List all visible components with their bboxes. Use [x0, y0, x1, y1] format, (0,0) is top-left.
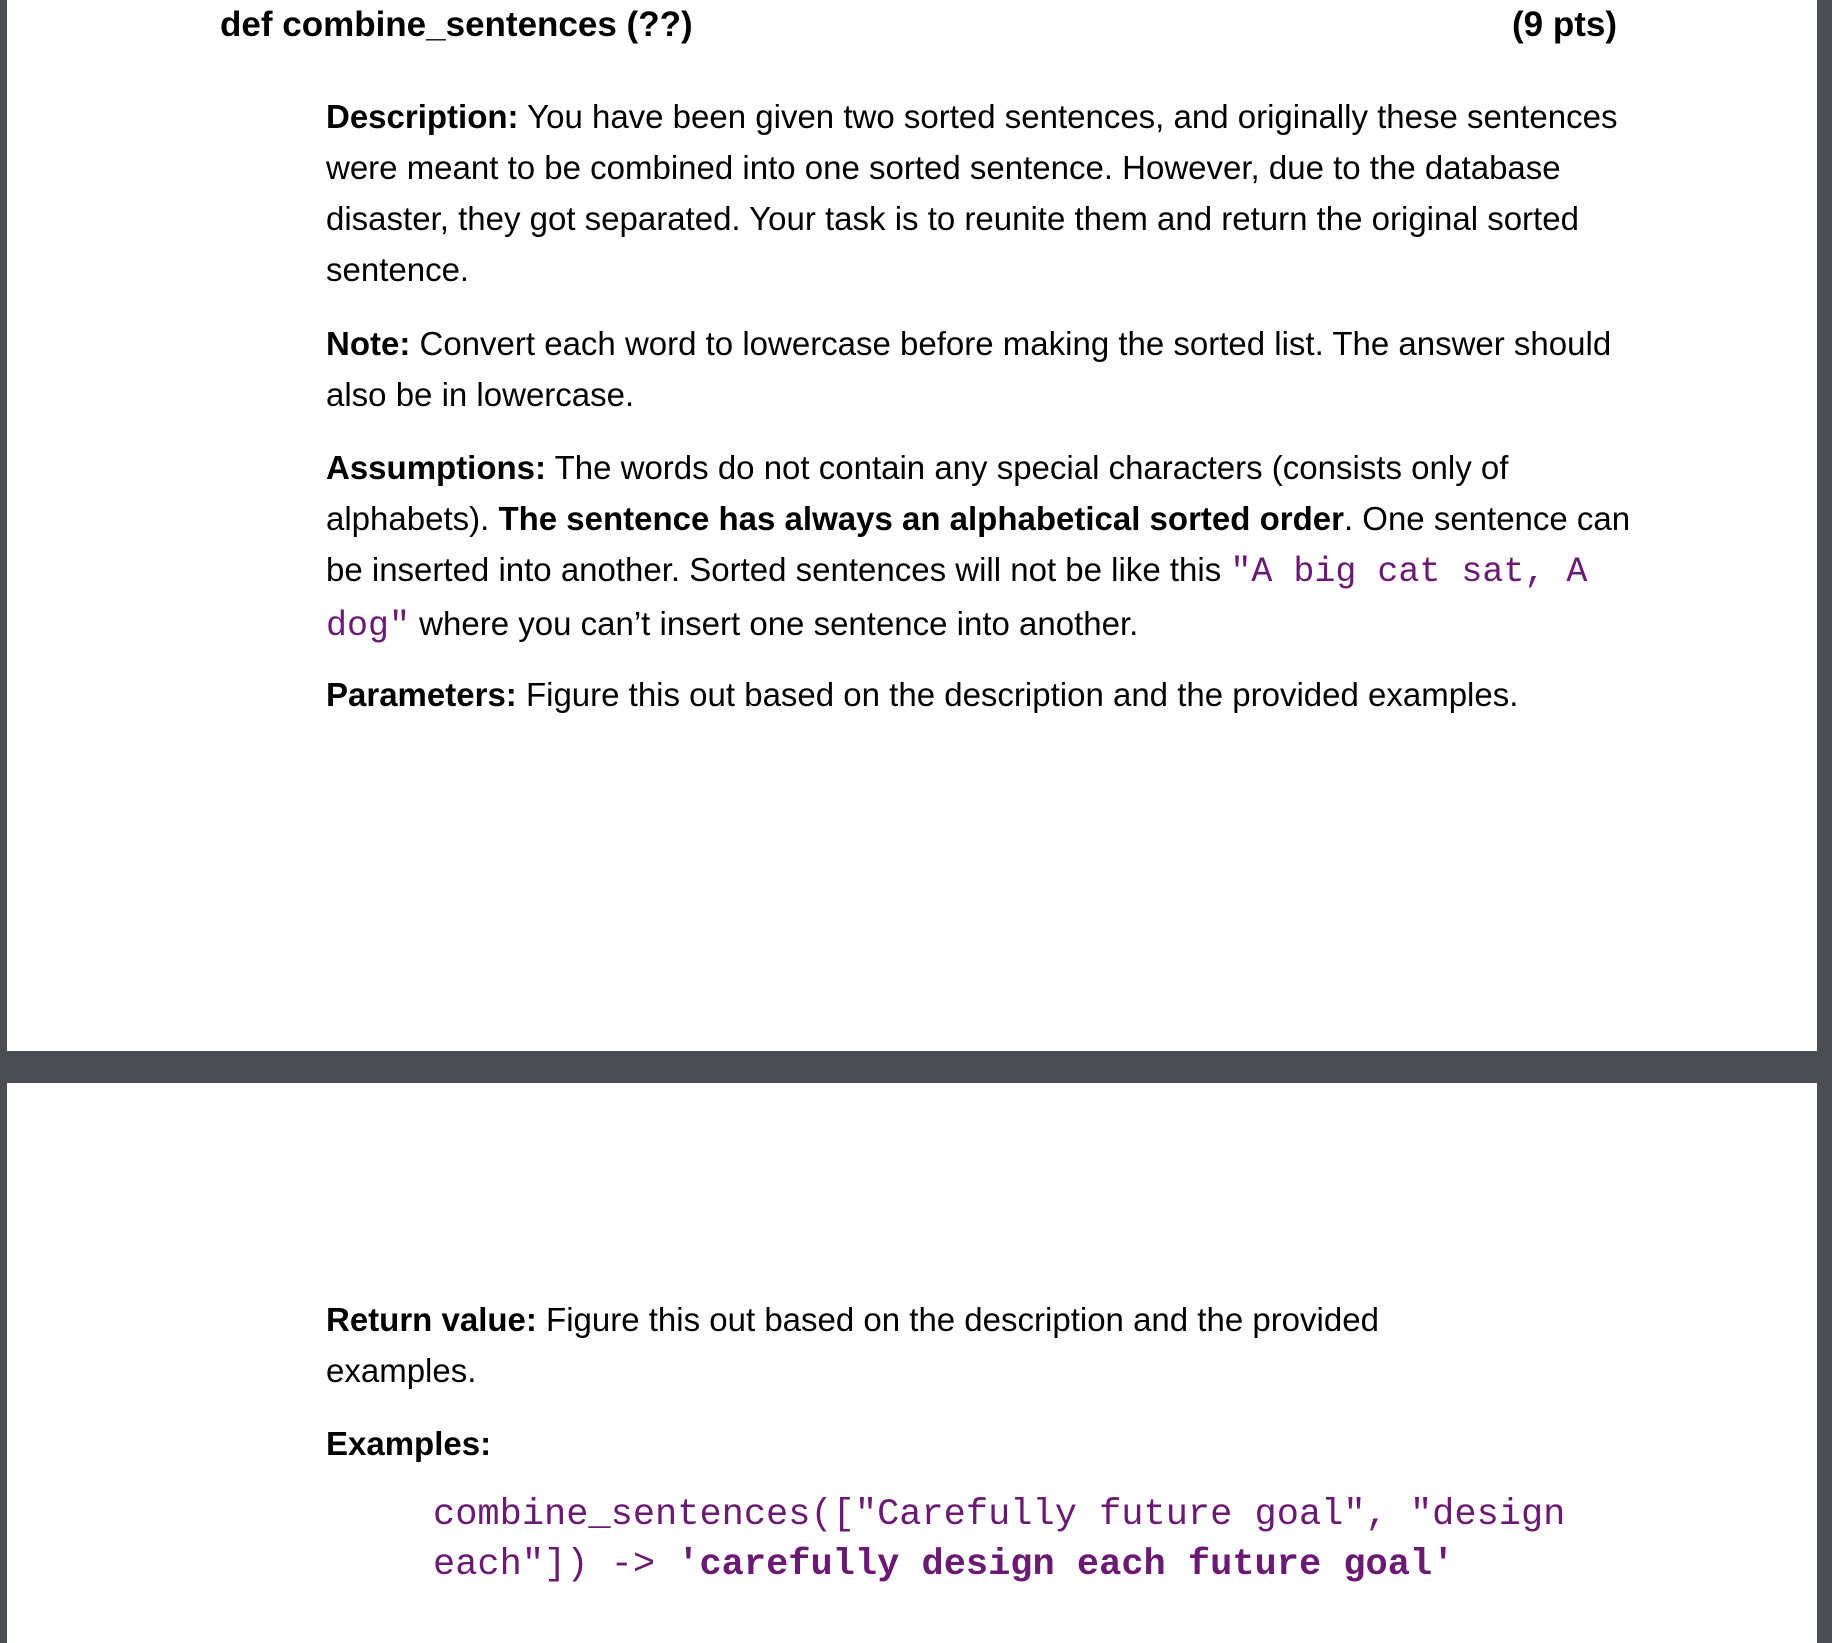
- assumptions-text-3: where you can’t insert one sentence into another.: [410, 605, 1139, 642]
- description-paragraph: [326, 91, 1636, 295]
- points-label: (9 pts): [1512, 5, 1617, 44]
- document-page-1: [7, 0, 1817, 1051]
- function-heading: [220, 0, 1617, 50]
- function-signature: def combine_sentences (??): [220, 5, 693, 44]
- assumptions-label: Assumptions:: [326, 449, 547, 486]
- assumptions-code-example: "A big cat sat, A dog": [326, 552, 1588, 646]
- example-code: [433, 1490, 1633, 1590]
- assumptions-paragraph: [326, 442, 1636, 652]
- parameters-paragraph: [326, 669, 1636, 720]
- assumptions-text-1: The words do not contain any special characters (consists only of alphabets).: [326, 449, 1509, 537]
- description-label: Description:: [326, 98, 519, 135]
- parameters-label: Parameters:: [326, 676, 517, 713]
- description-text: You have been given two sorted sentences, and originally these sentences were meant to be combined into one sorted sentence. However, due to the database disaster, they got separated. Your task is to reunite them and return the original sorted sentence.: [326, 98, 1618, 288]
- examples-heading: [326, 1418, 1636, 1469]
- note-text: Convert each word to lowercase before making the sorted list. The answer should also be in lowercase.: [326, 325, 1612, 413]
- return-value-paragraph: [326, 1294, 1526, 1396]
- assumptions-text-2: . One sentence can be inserted into another. Sorted sentences will not be like this: [326, 500, 1631, 588]
- examples-label: Examples:: [326, 1425, 492, 1462]
- example-result: 'carefully design each future goal': [677, 1544, 1455, 1586]
- document-page-2: [7, 1083, 1817, 1643]
- note-paragraph: [326, 318, 1636, 420]
- return-value-text: Figure this out based on the description and the provided examples.: [326, 1301, 1379, 1389]
- example-call: combine_sentences(["Carefully future goal", "design each"]) ->: [433, 1494, 1588, 1586]
- assumptions-bold-text: The sentence has always an alphabetical sorted order: [498, 500, 1344, 537]
- parameters-text: Figure this out based on the description and the provided examples.: [516, 676, 1519, 713]
- note-label: Note:: [326, 325, 411, 362]
- return-value-label: Return value:: [326, 1301, 537, 1338]
